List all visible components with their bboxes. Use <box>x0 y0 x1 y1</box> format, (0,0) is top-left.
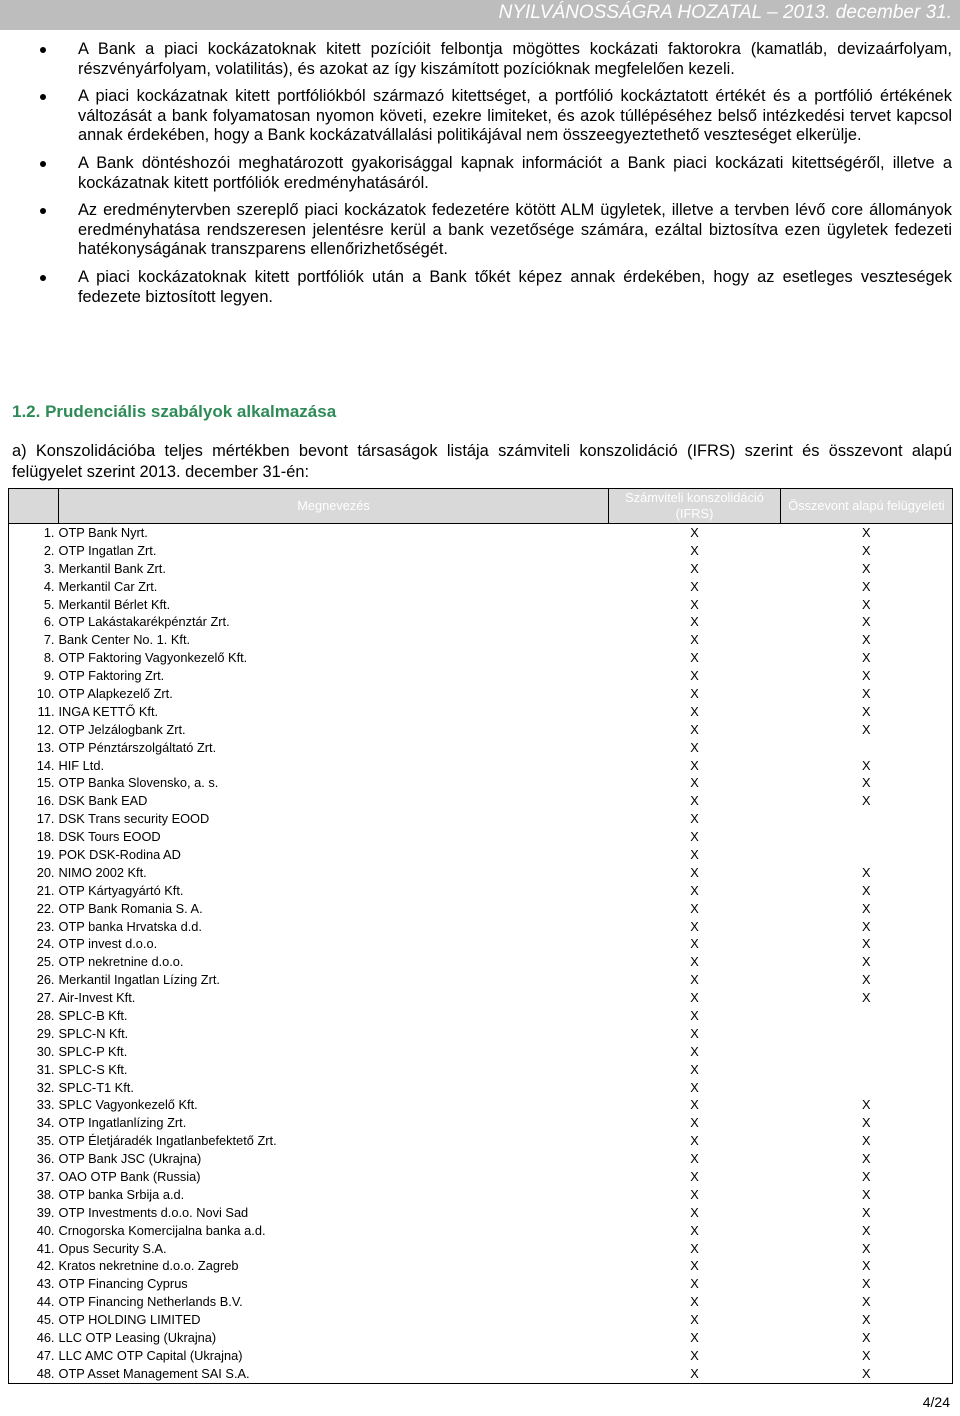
ifrs-mark: X <box>690 1169 699 1184</box>
company-name: OTP Asset Management SAI S.A. <box>59 1365 609 1383</box>
row-number: 25. <box>9 953 59 971</box>
ifrs-mark: X <box>690 1079 699 1095</box>
company-name: OTP Alapkezelő Zrt. <box>58 685 173 701</box>
table-row <box>9 935 953 953</box>
table-row <box>9 1007 953 1025</box>
table-header-row <box>9 489 953 524</box>
ifrs-mark: X <box>690 972 699 988</box>
ifrs-mark: X <box>690 918 699 934</box>
bullet-item <box>30 268 952 307</box>
ifrs-mark: X <box>690 542 699 558</box>
company-name: OTP invest d.o.o. <box>58 936 158 952</box>
ifrs-mark: X <box>690 1312 699 1328</box>
supervisory-mark <box>781 828 953 846</box>
ifrs-mark: X <box>690 1204 699 1220</box>
row-number: 46. <box>9 1329 59 1347</box>
bullet-item <box>30 40 952 79</box>
ifrs-mark: X <box>690 1061 699 1077</box>
ifrs-mark: X <box>690 1258 699 1274</box>
supervisory-mark: X <box>781 1258 953 1276</box>
row-number: 15. <box>9 774 59 792</box>
row-number: 30. <box>9 1043 59 1061</box>
row-number: 16. <box>9 792 59 810</box>
table-row <box>9 1025 953 1043</box>
table-row <box>9 1079 953 1097</box>
company-name: OTP Életjáradék Ingatlanbefektető Zrt. <box>58 1133 277 1149</box>
company-name: OTP HOLDING LIMITED <box>58 1312 201 1328</box>
bullet-text: A Bank a piaci kockázatoknak kitett pozícióit felbontja mögöttes kockázati faktorokra (kamatláb, devizaárfolyam, részvényárfolyam, volatilitás), és azokat az így kiszámított pozícióknak megfelelően kezeli. <box>78 40 952 78</box>
supervisory-mark: X <box>781 864 953 882</box>
company-name: OTP Banka Slovensko, a. s. <box>58 775 219 791</box>
ifrs-mark: X <box>690 1240 699 1256</box>
supervisory-mark: X <box>781 1204 953 1222</box>
ifrs-mark: X <box>690 668 699 684</box>
supervisory-mark: X <box>781 1114 953 1132</box>
supervisory-mark: X <box>781 613 953 631</box>
row-number: 48. <box>9 1365 59 1383</box>
table-row <box>9 1043 953 1061</box>
row-number: 44. <box>9 1293 59 1311</box>
supervisory-mark <box>781 810 953 828</box>
company-name: Crnogorska Komercijalna banka a.d. <box>58 1222 266 1238</box>
company-name: OTP Lakástakarékpénztár Zrt. <box>58 614 230 630</box>
bullet-text: A piaci kockázatnak kitett portfóliókból származó kitettséget, a portfólió kockáztatott értékét és a portfólió értékének változását a bank folyamatosan nyomon követi, ezekre limiteket, és azok túllépéséhez belső intézkedési tervet kapcsol annak érdekében, hogy a Bank kockázatvállalási politikájával nem összeegyeztethető veszteséget elkerülje. <box>78 87 952 145</box>
ifrs-mark: X <box>690 1276 699 1292</box>
table-row <box>9 1293 953 1311</box>
row-number: 31. <box>9 1061 59 1079</box>
ifrs-mark: X <box>690 560 699 576</box>
table-row <box>9 703 953 721</box>
ifrs-mark: X <box>690 632 699 648</box>
bullet-icon <box>40 208 46 214</box>
table-row <box>9 757 953 775</box>
row-number: 33. <box>9 1097 59 1115</box>
row-number: 42. <box>9 1258 59 1276</box>
ifrs-mark: X <box>690 1025 699 1041</box>
row-number: 32. <box>9 1079 59 1097</box>
ifrs-mark: X <box>690 793 699 809</box>
table-row <box>9 685 953 703</box>
bullet-icon <box>40 161 46 167</box>
table-row <box>9 613 953 631</box>
table-row <box>9 721 953 739</box>
table-row <box>9 918 953 936</box>
company-name: INGA KETTŐ Kft. <box>58 703 159 719</box>
supervisory-mark: X <box>781 631 953 649</box>
company-name: Kratos nekretnine d.o.o. Zagreb <box>58 1258 239 1274</box>
row-number: 27. <box>9 989 59 1007</box>
table-row <box>9 1114 953 1132</box>
row-number: 3. <box>9 560 59 578</box>
company-name: LLC OTP Leasing (Ukrajna) <box>58 1330 217 1346</box>
ifrs-mark: X <box>690 775 699 791</box>
supervisory-mark <box>781 1061 953 1079</box>
company-name: HIF Ltd. <box>58 757 105 773</box>
table-row <box>9 1275 953 1293</box>
supervisory-mark: X <box>781 560 953 578</box>
ifrs-mark: X <box>690 721 699 737</box>
supervisory-mark: X <box>781 953 953 971</box>
row-number: 14. <box>9 757 59 775</box>
section-number: 1.2. <box>12 402 41 421</box>
table-row <box>9 1311 953 1329</box>
ifrs-mark: X <box>690 578 699 594</box>
table-row <box>9 989 953 1007</box>
bullet-item <box>30 201 952 260</box>
table-row <box>9 1365 953 1383</box>
table-row <box>9 792 953 810</box>
table-row <box>9 1258 953 1276</box>
company-name: OTP nekretnine d.o.o. <box>58 954 184 970</box>
ifrs-mark: X <box>690 739 699 755</box>
table-row <box>9 1061 953 1079</box>
table-row <box>9 524 953 542</box>
supervisory-mark: X <box>781 1365 953 1383</box>
table-row <box>9 810 953 828</box>
page-header <box>0 0 960 30</box>
ifrs-mark: X <box>690 1133 699 1149</box>
company-name: Merkantil Bérlet Kft. <box>58 596 171 612</box>
row-number: 20. <box>9 864 59 882</box>
company-name: SPLC Vagyonkezelő Kft. <box>58 1097 198 1113</box>
ifrs-mark: X <box>690 936 699 952</box>
table-row <box>9 828 953 846</box>
bullet-text: Az eredménytervben szereplő piaci kockázatok fedezetére kötött ALM ügyletek, illetve a tervben lévő core állományok eredményhatása rendszeresen jelentésre kerül a bank vezetősége számára, ezáltal biztosítva ezen ügyletek fedezeti hatékonyságának transzparens ellenőrizhetőségét. <box>78 201 952 259</box>
row-number: 39. <box>9 1204 59 1222</box>
row-number: 4. <box>9 578 59 596</box>
table-row <box>9 1240 953 1258</box>
supervisory-mark: X <box>781 578 953 596</box>
company-name: OTP Investments d.o.o. Novi Sad <box>58 1204 249 1220</box>
page-number: 4/24 <box>922 1394 950 1410</box>
company-name: OTP Pénztárszolgáltató Zrt. <box>58 739 217 755</box>
bullet-item <box>30 154 952 193</box>
table-row <box>9 649 953 667</box>
supervisory-mark: X <box>781 649 953 667</box>
row-number: 8. <box>9 649 59 667</box>
company-name: Bank Center No. 1. Kft. <box>58 632 191 648</box>
table-row <box>9 631 953 649</box>
row-number: 26. <box>9 971 59 989</box>
ifrs-mark: X <box>690 864 699 880</box>
table-row <box>9 900 953 918</box>
row-number: 11. <box>9 703 59 721</box>
row-number: 38. <box>9 1186 59 1204</box>
supervisory-mark: X <box>781 757 953 775</box>
company-name: OTP Ingatlanlízing Zrt. <box>58 1115 187 1131</box>
company-name: OAO OTP Bank (Russia) <box>58 1169 201 1184</box>
company-name: OTP Financing Netherlands B.V. <box>58 1294 243 1310</box>
table-row <box>9 864 953 882</box>
company-name: DSK Trans security EOOD <box>58 811 210 827</box>
ifrs-mark: X <box>690 900 699 916</box>
row-number: 22. <box>9 900 59 918</box>
row-number: 9. <box>9 667 59 685</box>
table-row <box>9 1186 953 1204</box>
bullet-list <box>30 40 952 315</box>
company-name: POK DSK-Rodina AD <box>58 846 181 862</box>
supervisory-mark: X <box>781 1168 953 1186</box>
ifrs-mark: X <box>690 1007 699 1023</box>
supervisory-mark: X <box>781 1222 953 1240</box>
company-name: OTP Faktoring Zrt. <box>58 668 165 684</box>
bullet-icon <box>40 275 46 281</box>
table-row <box>9 846 953 864</box>
row-number: 17. <box>9 810 59 828</box>
ifrs-mark: X <box>690 703 699 719</box>
ifrs-mark: X <box>690 990 699 1006</box>
ifrs-mark: X <box>690 685 699 701</box>
table-row <box>9 560 953 578</box>
company-name: OTP Financing Cyprus <box>58 1276 188 1292</box>
company-name: OTP Bank Nyrt. <box>58 524 148 540</box>
company-name: DSK Bank EAD <box>58 793 148 809</box>
company-name: OTP Bank JSC (Ukrajna) <box>58 1151 202 1167</box>
supervisory-mark: X <box>781 1329 953 1347</box>
row-number: 28. <box>9 1007 59 1025</box>
header-name: Megnevezés <box>59 489 609 524</box>
supervisory-mark: X <box>781 524 953 542</box>
supervisory-mark: X <box>781 900 953 918</box>
ifrs-mark: X <box>690 1222 699 1238</box>
row-number: 23. <box>9 918 59 936</box>
company-name: LLC AMC OTP Capital (Ukrajna) <box>58 1347 243 1363</box>
section-title-text: Prudenciális szabályok alkalmazása <box>45 402 337 421</box>
ifrs-mark: X <box>690 1151 699 1167</box>
supervisory-mark: X <box>781 971 953 989</box>
supervisory-mark: X <box>781 882 953 900</box>
company-name: OTP banka Srbija a.d. <box>58 1186 185 1202</box>
company-name: SPLC-B Kft. <box>58 1007 128 1023</box>
bullet-text: A Bank döntéshozói meghatározott gyakorisággal kapnak információt a Bank piaci kockázati kitettségéről, illetve a kockázatnak kitett portfóliók eredményhatásáról. <box>78 153 952 192</box>
table-row <box>9 1329 953 1347</box>
section-heading <box>12 402 336 422</box>
supervisory-mark: X <box>781 1347 953 1365</box>
row-number: 24. <box>9 935 59 953</box>
supervisory-mark: X <box>781 721 953 739</box>
table-row <box>9 542 953 560</box>
row-number: 2. <box>9 542 59 560</box>
company-name: OTP Kártyagyártó Kft. <box>58 882 184 898</box>
company-name: OTP Faktoring Vagyonkezelő Kft. <box>58 650 248 666</box>
supervisory-mark: X <box>781 685 953 703</box>
ifrs-mark: X <box>690 1330 699 1346</box>
table-row <box>9 1204 953 1222</box>
ifrs-mark: X <box>690 1043 699 1059</box>
row-number: 5. <box>9 596 59 614</box>
company-name: OTP Jelzálogbank Zrt. <box>58 721 186 737</box>
supervisory-mark: X <box>781 1132 953 1150</box>
ifrs-mark: X <box>690 1115 699 1131</box>
row-number: 40. <box>9 1222 59 1240</box>
ifrs-mark: X <box>690 1097 699 1113</box>
supervisory-mark: X <box>781 1150 953 1168</box>
supervisory-mark: X <box>781 1097 953 1115</box>
table-row <box>9 596 953 614</box>
row-number: 13. <box>9 739 59 757</box>
ifrs-mark: X <box>690 882 699 898</box>
intro-paragraph: a) Konszolidációba teljes mértékben bevont társaságok listája számviteli konszolidáció (IFRS) szerint és összevont alapú felügyelet szerint 2013. december 31-én: <box>12 442 952 481</box>
company-name: SPLC-T1 Kft. <box>58 1079 134 1095</box>
row-number: 19. <box>9 846 59 864</box>
supervisory-mark <box>781 1043 953 1061</box>
ifrs-mark: X <box>690 811 699 827</box>
ifrs-mark: X <box>690 650 699 666</box>
supervisory-mark: X <box>781 703 953 721</box>
ifrs-mark: X <box>609 1365 781 1383</box>
company-name: SPLC-P Kft. <box>58 1043 128 1059</box>
row-number: 34. <box>9 1114 59 1132</box>
company-name: OTP banka Hrvatska d.d. <box>58 918 202 934</box>
row-number: 18. <box>9 828 59 846</box>
table-row <box>9 1132 953 1150</box>
company-name: Opus Security S.A. <box>58 1240 167 1256</box>
supervisory-mark: X <box>781 918 953 936</box>
supervisory-mark: X <box>781 792 953 810</box>
ifrs-mark: X <box>690 954 699 970</box>
supervisory-mark: X <box>781 542 953 560</box>
table-row <box>9 1222 953 1240</box>
supervisory-mark: X <box>781 596 953 614</box>
supervisory-mark: X <box>781 989 953 1007</box>
row-number: 6. <box>9 613 59 631</box>
row-number: 41. <box>9 1240 59 1258</box>
row-number: 37. <box>9 1168 59 1186</box>
ifrs-mark: X <box>690 757 699 773</box>
table-row <box>9 667 953 685</box>
company-name: DSK Tours EOOD <box>58 829 161 845</box>
ifrs-mark: X <box>690 829 699 845</box>
consolidation-table <box>8 488 953 1384</box>
company-name: SPLC-N Kft. <box>58 1025 129 1041</box>
ifrs-mark: X <box>690 1347 699 1363</box>
company-name: OTP Bank Romania S. A. <box>58 900 203 916</box>
row-number: 10. <box>9 685 59 703</box>
table-row <box>9 953 953 971</box>
bullet-icon <box>40 47 46 53</box>
bullet-text: A piaci kockázatoknak kitett portfóliók után a Bank tőkét képez annak érdekében, hogy az esetleges veszteségek fedezete biztosított legyen. <box>78 267 952 306</box>
row-number: 43. <box>9 1275 59 1293</box>
row-number: 45. <box>9 1311 59 1329</box>
row-number: 1. <box>9 524 59 542</box>
ifrs-mark: X <box>690 524 699 540</box>
table-row <box>9 1097 953 1115</box>
supervisory-mark <box>781 846 953 864</box>
supervisory-mark: X <box>781 1275 953 1293</box>
ifrs-mark: X <box>690 1186 699 1202</box>
table-row <box>9 774 953 792</box>
company-name: Merkantil Ingatlan Lízing Zrt. <box>58 972 220 988</box>
ifrs-mark: X <box>690 614 699 630</box>
supervisory-mark: X <box>781 667 953 685</box>
header-ifrs: Számviteli konszolidáció (IFRS) <box>609 489 781 524</box>
bullet-item <box>30 87 952 146</box>
table-row <box>9 1347 953 1365</box>
ifrs-mark: X <box>690 846 699 862</box>
supervisory-mark: X <box>781 1240 953 1258</box>
supervisory-mark <box>781 739 953 757</box>
header-title: NYILVÁNOSSÁGRA HOZATAL – 2013. december 31. <box>498 2 952 23</box>
table-body <box>9 524 953 1384</box>
header-supervisory: Összevont alapú felügyeleti <box>781 489 953 524</box>
supervisory-mark: X <box>781 1186 953 1204</box>
company-name: Air-Invest Kft. <box>58 990 136 1006</box>
supervisory-mark: X <box>781 935 953 953</box>
row-number: 36. <box>9 1150 59 1168</box>
bullet-icon <box>40 94 46 100</box>
company-name: NIMO 2002 Kft. <box>58 864 147 880</box>
table-row <box>9 739 953 757</box>
row-number: 29. <box>9 1025 59 1043</box>
row-number: 7. <box>9 631 59 649</box>
company-name: Merkantil Bank Zrt. <box>58 560 166 576</box>
ifrs-mark: X <box>690 1294 699 1310</box>
ifrs-mark: X <box>690 596 699 612</box>
row-number: 47. <box>9 1347 59 1365</box>
table-row <box>9 1168 953 1186</box>
row-number: 35. <box>9 1132 59 1150</box>
table-row <box>9 1150 953 1168</box>
supervisory-mark: X <box>781 774 953 792</box>
row-number: 21. <box>9 882 59 900</box>
supervisory-mark <box>781 1025 953 1043</box>
supervisory-mark <box>781 1007 953 1025</box>
supervisory-mark <box>781 1079 953 1097</box>
row-number: 12. <box>9 721 59 739</box>
table-row <box>9 578 953 596</box>
supervisory-mark: X <box>781 1293 953 1311</box>
table-row <box>9 882 953 900</box>
header-number-cell <box>9 489 59 524</box>
company-name: SPLC-S Kft. <box>58 1061 128 1077</box>
supervisory-mark: X <box>781 1311 953 1329</box>
company-name: Merkantil Car Zrt. <box>58 578 158 594</box>
company-name: OTP Ingatlan Zrt. <box>58 542 157 558</box>
table-row <box>9 971 953 989</box>
